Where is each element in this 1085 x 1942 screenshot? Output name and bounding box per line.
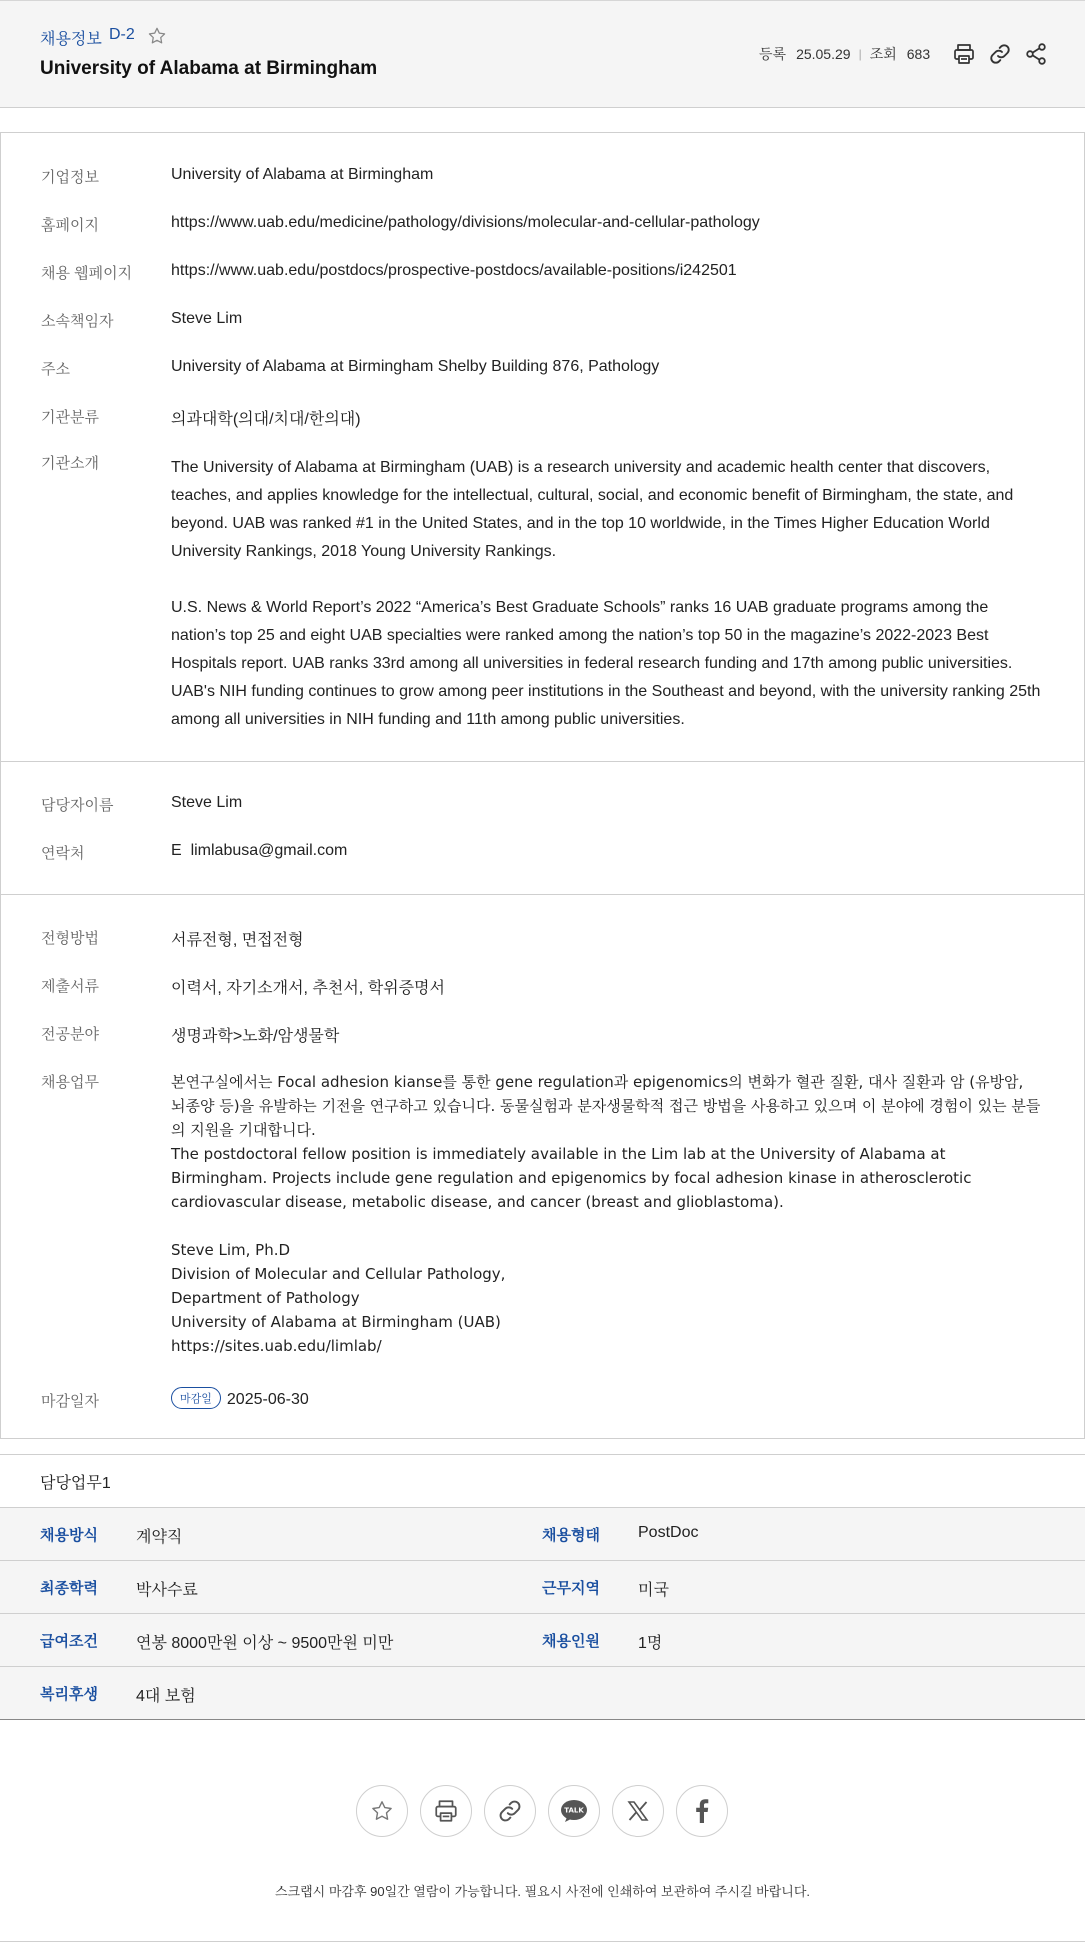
facebook-share-button[interactable] [676, 1785, 728, 1837]
views-label: 조회 [869, 46, 897, 62]
print-button-bottom[interactable] [420, 1785, 472, 1837]
table-key: 채용방식 [40, 1527, 98, 1544]
facebook-icon [691, 1798, 713, 1824]
signature-line: University of Alabama at Birmingham (UAB) [171, 1313, 501, 1331]
table-value: 미국 [638, 1582, 669, 1599]
job-info-box [0, 132, 1085, 1439]
job-duty [171, 1070, 1041, 1358]
post-meta [759, 44, 930, 64]
views-count: 683 [906, 46, 931, 62]
link-icon [988, 42, 1012, 66]
table-value: 계약직 [136, 1529, 183, 1546]
pi-name: Steve Lim [171, 310, 243, 327]
table-key: 채용형태 [542, 1527, 600, 1544]
contact-section [1, 762, 1084, 895]
signature-line: Division of Molecular and Cellular Pathology, [171, 1265, 506, 1283]
meta-divider: | [858, 47, 862, 61]
org-intro [171, 454, 1046, 734]
address: University of Alabama at Birmingham Shelby Building 876, Pathology [171, 358, 660, 375]
table-key: 급여조건 [40, 1633, 98, 1650]
recruit-method: 서류전형, 면접전형 [171, 932, 304, 949]
table-key: 채용인원 [542, 1633, 600, 1650]
scrap-star-icon[interactable] [147, 26, 169, 48]
print-button[interactable] [951, 41, 977, 67]
contact-name: Steve Lim [171, 794, 243, 811]
x-icon [626, 1799, 650, 1823]
info-label: 소속책임자 [41, 313, 114, 330]
deadline-value [171, 1387, 1046, 1409]
table-key: 근무지역 [542, 1580, 600, 1597]
bottom-action-bar [356, 1785, 728, 1837]
info-label: 마감일자 [41, 1393, 99, 1410]
email-address[interactable]: limlabusa@gmail.com [190, 842, 348, 859]
table-value: 4대 보험 [136, 1688, 196, 1705]
kakaotalk-icon [559, 1798, 589, 1824]
info-label: 기관분류 [41, 409, 99, 426]
copy-link-button[interactable] [987, 41, 1013, 67]
table-value: PostDoc [638, 1524, 699, 1541]
signature-line: Steve Lim, Ph.D [171, 1241, 291, 1259]
table-row [0, 1614, 1085, 1667]
share-button[interactable] [1023, 41, 1049, 67]
required-docs: 이력서, 자기소개서, 추천서, 학위증명서 [171, 980, 445, 997]
scrap-notice: 스크랩시 마감후 90일간 열람이 가능합니다. 필요시 사전에 인쇄하여 보관하여 주시길 바랍니다. [274, 1884, 810, 1899]
share-icon [1024, 42, 1048, 66]
org-intro-paragraph: The University of Alabama at Birmingham (UAB) is a research university and academic health center that discovers, teaches, and applies knowledge for the intellectual, cultural, social, and economic benefit of Birmingham, the state, and beyond. UAB was ranked #1 in the United States, and in the top 10 worldwide, in the Times Higher Education World University Rankings, 2018 Young University Rankings. [171, 459, 1014, 560]
info-label: 기관소개 [41, 455, 99, 472]
lab-website-link[interactable]: https://sites.uab.edu/limlab/ [171, 1337, 382, 1355]
duty-table-title: 담당업무1 [40, 1475, 111, 1492]
table-value: 1명 [638, 1635, 663, 1652]
x-share-button[interactable] [612, 1785, 664, 1837]
registered-label: 등록 [759, 46, 787, 62]
company-info-section [1, 133, 1084, 762]
table-key: 최종학력 [40, 1580, 98, 1597]
duty-korean-text: 본연구실에서는 Focal adhesion kianse를 통한 gene regulation과 epigenomics의 변화가 혈관 질환, 대사 질환과 암 (유방암, 뇌종양 등)을 유발하는 기전을 연구하고 있습니다. 동물실험과 분자생물학적 접근 방법을 사용하고 있으며 이 분야에 경험이 있는 분들의 지원을 기대합니다. [171, 1073, 1041, 1139]
info-label: 전형방법 [41, 930, 99, 947]
info-label: 담당자이름 [41, 797, 114, 814]
table-key: 복리후생 [40, 1686, 98, 1703]
org-intro-paragraph: U.S. News & World Report’s 2022 “America’s Best Graduate Schools” ranks 16 UAB graduate programs among the nation’s top 25 and eight UAB specialties were ranked among the nation’s top 50 in the magazine’s 2022-2023 Best Hospitals report. UAB ranks 33rd among all universities in federal research funding and 17th among public universities. UAB's NIH funding continues to grow among peer institutions in the Southeast and beyond, with the university ranking 25th among all universities in NIH funding and 11th among public universities. [171, 599, 1041, 728]
info-label: 연락처 [41, 845, 85, 862]
email-prefix: E [171, 842, 182, 859]
print-icon [952, 42, 976, 66]
kakaotalk-share-button[interactable] [548, 1785, 600, 1837]
duty-english-text: The postdoctoral fellow position is immediately available in the Lim lab at the University of Alabama at Birmingham. Projects include gene regulation and epigenomics by focal adhesion kinase in atherosclerotic cardiovascular disease, metabolic disease, and cancer (breast and glioblastoma). [171, 1145, 972, 1211]
major-field: 생명과학>노화/암생물학 [171, 1028, 340, 1045]
table-row [0, 1667, 1085, 1720]
recruit-page-link[interactable]: https://www.uab.edu/postdocs/prospective-postdocs/available-positions/i242501 [171, 262, 737, 279]
category-label[interactable]: 채용정보 [40, 31, 102, 48]
kakao-talk-label: TALK [564, 1806, 584, 1815]
deadline-date: 2025-06-30 [226, 1391, 309, 1408]
homepage-link[interactable]: https://www.uab.edu/medicine/pathology/divisions/molecular-and-cellular-pathology [171, 214, 760, 231]
table-value: 연봉 8000만원 이상 ~ 9500만원 미만 [136, 1635, 394, 1652]
table-row [0, 1561, 1085, 1614]
info-label: 홈페이지 [41, 217, 99, 234]
deadline-badge: 마감일 [171, 1387, 221, 1409]
info-label: 전공분야 [41, 1026, 99, 1043]
recruit-section [1, 895, 1084, 1438]
scrap-button[interactable] [356, 1785, 408, 1837]
info-label: 채용 웹페이지 [41, 265, 133, 282]
info-label: 기업정보 [41, 169, 99, 186]
page-title: University of Alabama at Birmingham [40, 58, 378, 79]
posting-header [0, 0, 1085, 108]
table-value: 박사수료 [136, 1582, 198, 1599]
info-label: 제출서류 [41, 978, 99, 995]
signature-line: Department of Pathology [171, 1289, 360, 1307]
star-icon [370, 1799, 394, 1823]
dday-label: D-2 [109, 26, 135, 43]
print-icon [433, 1798, 459, 1824]
divider [0, 1454, 1085, 1455]
org-type: 의과대학(의대/치대/한의대) [171, 411, 361, 428]
contact-email [171, 842, 1046, 860]
registered-date: 25.05.29 [796, 46, 851, 62]
copy-link-button-bottom[interactable] [484, 1785, 536, 1837]
company-name: University of Alabama at Birmingham [171, 166, 434, 183]
link-icon [497, 1798, 523, 1824]
duty-table [0, 1507, 1085, 1720]
info-label: 주소 [41, 361, 70, 378]
info-label: 채용업무 [41, 1074, 99, 1091]
table-row [0, 1508, 1085, 1561]
